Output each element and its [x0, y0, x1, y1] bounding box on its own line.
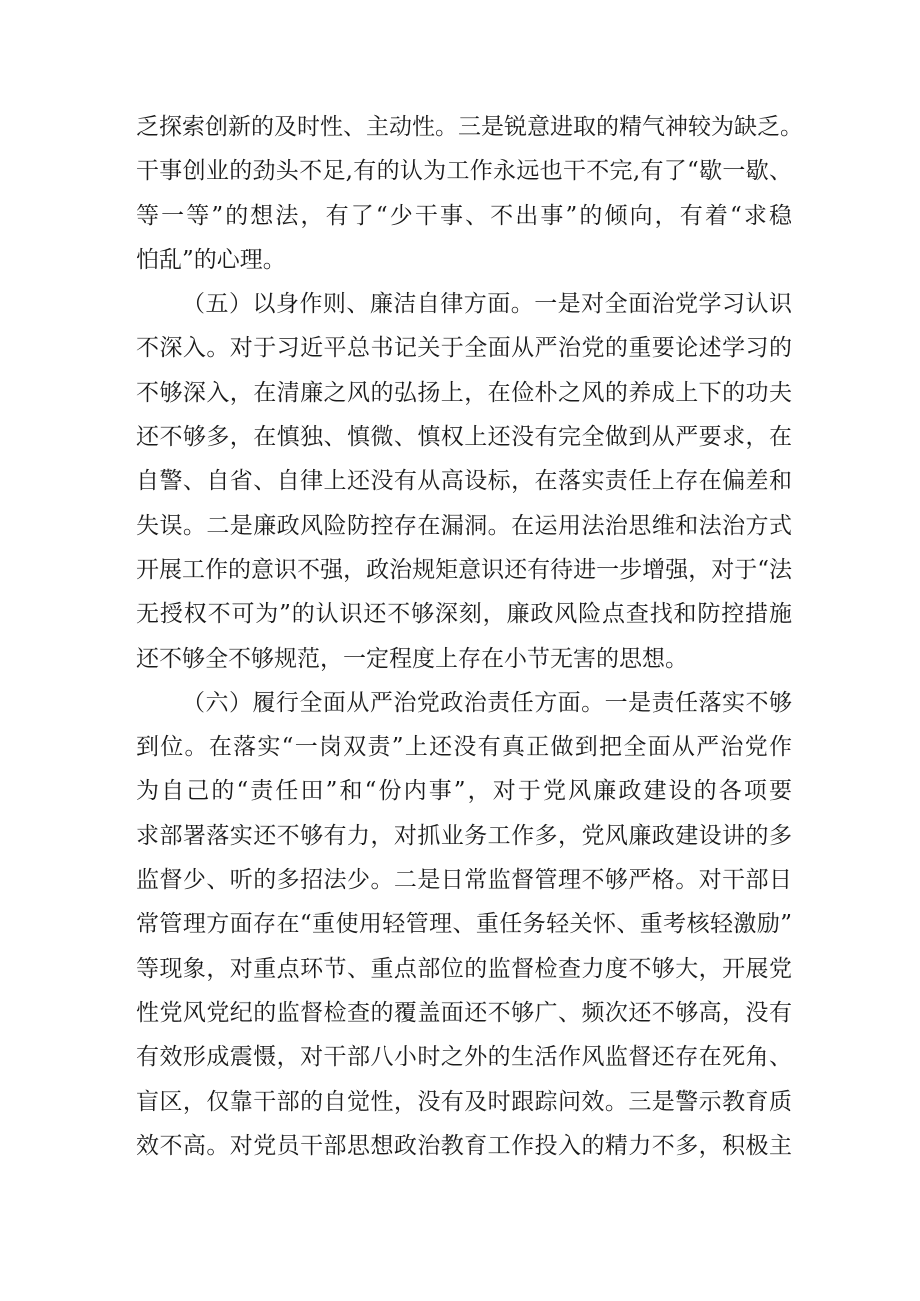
text-line: 不够深入，在清廉之风的弘扬上，在俭朴之风的养成上下的功夫 — [136, 379, 792, 406]
paragraph — [136, 282, 792, 681]
document-page — [136, 105, 803, 1168]
text-line: 失误。二是廉政风险防控存在漏洞。在运用法治思维和法治方式 — [136, 512, 792, 539]
text-line: 自警、自省、自律上还没有从高设标，在落实责任上存在偏差和 — [136, 468, 792, 495]
text-line: 干事创业的劲头不足,有的认为工作永远也干不完,有了“歇一歇、 — [136, 158, 792, 185]
text-line: 为自己的“责任田”和“份内事”，对于党风廉政建设的各项要 — [136, 778, 792, 805]
text-line: 不深入。对于习近平总书记关于全面从严治党的重要论述学习的 — [136, 335, 792, 362]
text-line: 有效形成震慑，对干部八小时之外的生活作风监督还存在死角、 — [136, 1044, 792, 1071]
text-line: 等现象，对重点环节、重点部位的监督检查力度不够大，开展党 — [136, 955, 792, 982]
text-line: 盲区，仅靠干部的自觉性，没有及时跟踪问效。三是警示教育质 — [136, 1088, 792, 1115]
text-line: 乏探索创新的及时性、主动性。三是锐意进取的精气神较为缺乏。 — [136, 114, 803, 140]
text-line: 怕乱”的心理。 — [136, 246, 286, 273]
paragraph — [136, 681, 792, 1168]
text-line: （五）以身作则、廉洁自律方面。一是对全面治党学习认识 — [182, 291, 792, 318]
text-line: 到位。在落实“一岗双责”上还没有真正做到把全面从严治党作 — [136, 734, 792, 761]
text-line: 无授权不可为”的认识还不够深刻，廉政风险点查找和防控措施 — [136, 601, 792, 628]
text-line: 等一等”的想法，有了“少干事、不出事”的倾向，有着“求稳 — [136, 202, 792, 229]
text-line: 常管理方面存在“重使用轻管理、重任务轻关怀、重考核轻激励” — [136, 911, 792, 938]
text-line: 性党风党纪的监督检查的覆盖面还不够广、频次还不够高，没有 — [136, 999, 792, 1026]
text-line: 开展工作的意识不强，政治规矩意识还有待进一步增强，对于“法 — [136, 556, 792, 583]
text-line: 还不够多，在慎独、慎微、慎权上还没有完全做到从严要求，在 — [136, 424, 792, 451]
text-line: 求部署落实还不够有力，对抓业务工作多，党风廉政建设讲的多 — [136, 822, 792, 849]
paragraph — [136, 105, 803, 282]
text-line: 监督少、听的多招法少。二是日常监督管理不够严格。对干部日 — [136, 867, 792, 894]
text-line: 还不够全不够规范，一定程度上存在小节无害的思想。 — [136, 645, 688, 672]
text-line: （六）履行全面从严治党政治责任方面。一是责任落实不够 — [182, 689, 792, 716]
text-line: 效不高。对党员干部思想政治教育工作投入的精力不多，积极主 — [136, 1132, 792, 1159]
